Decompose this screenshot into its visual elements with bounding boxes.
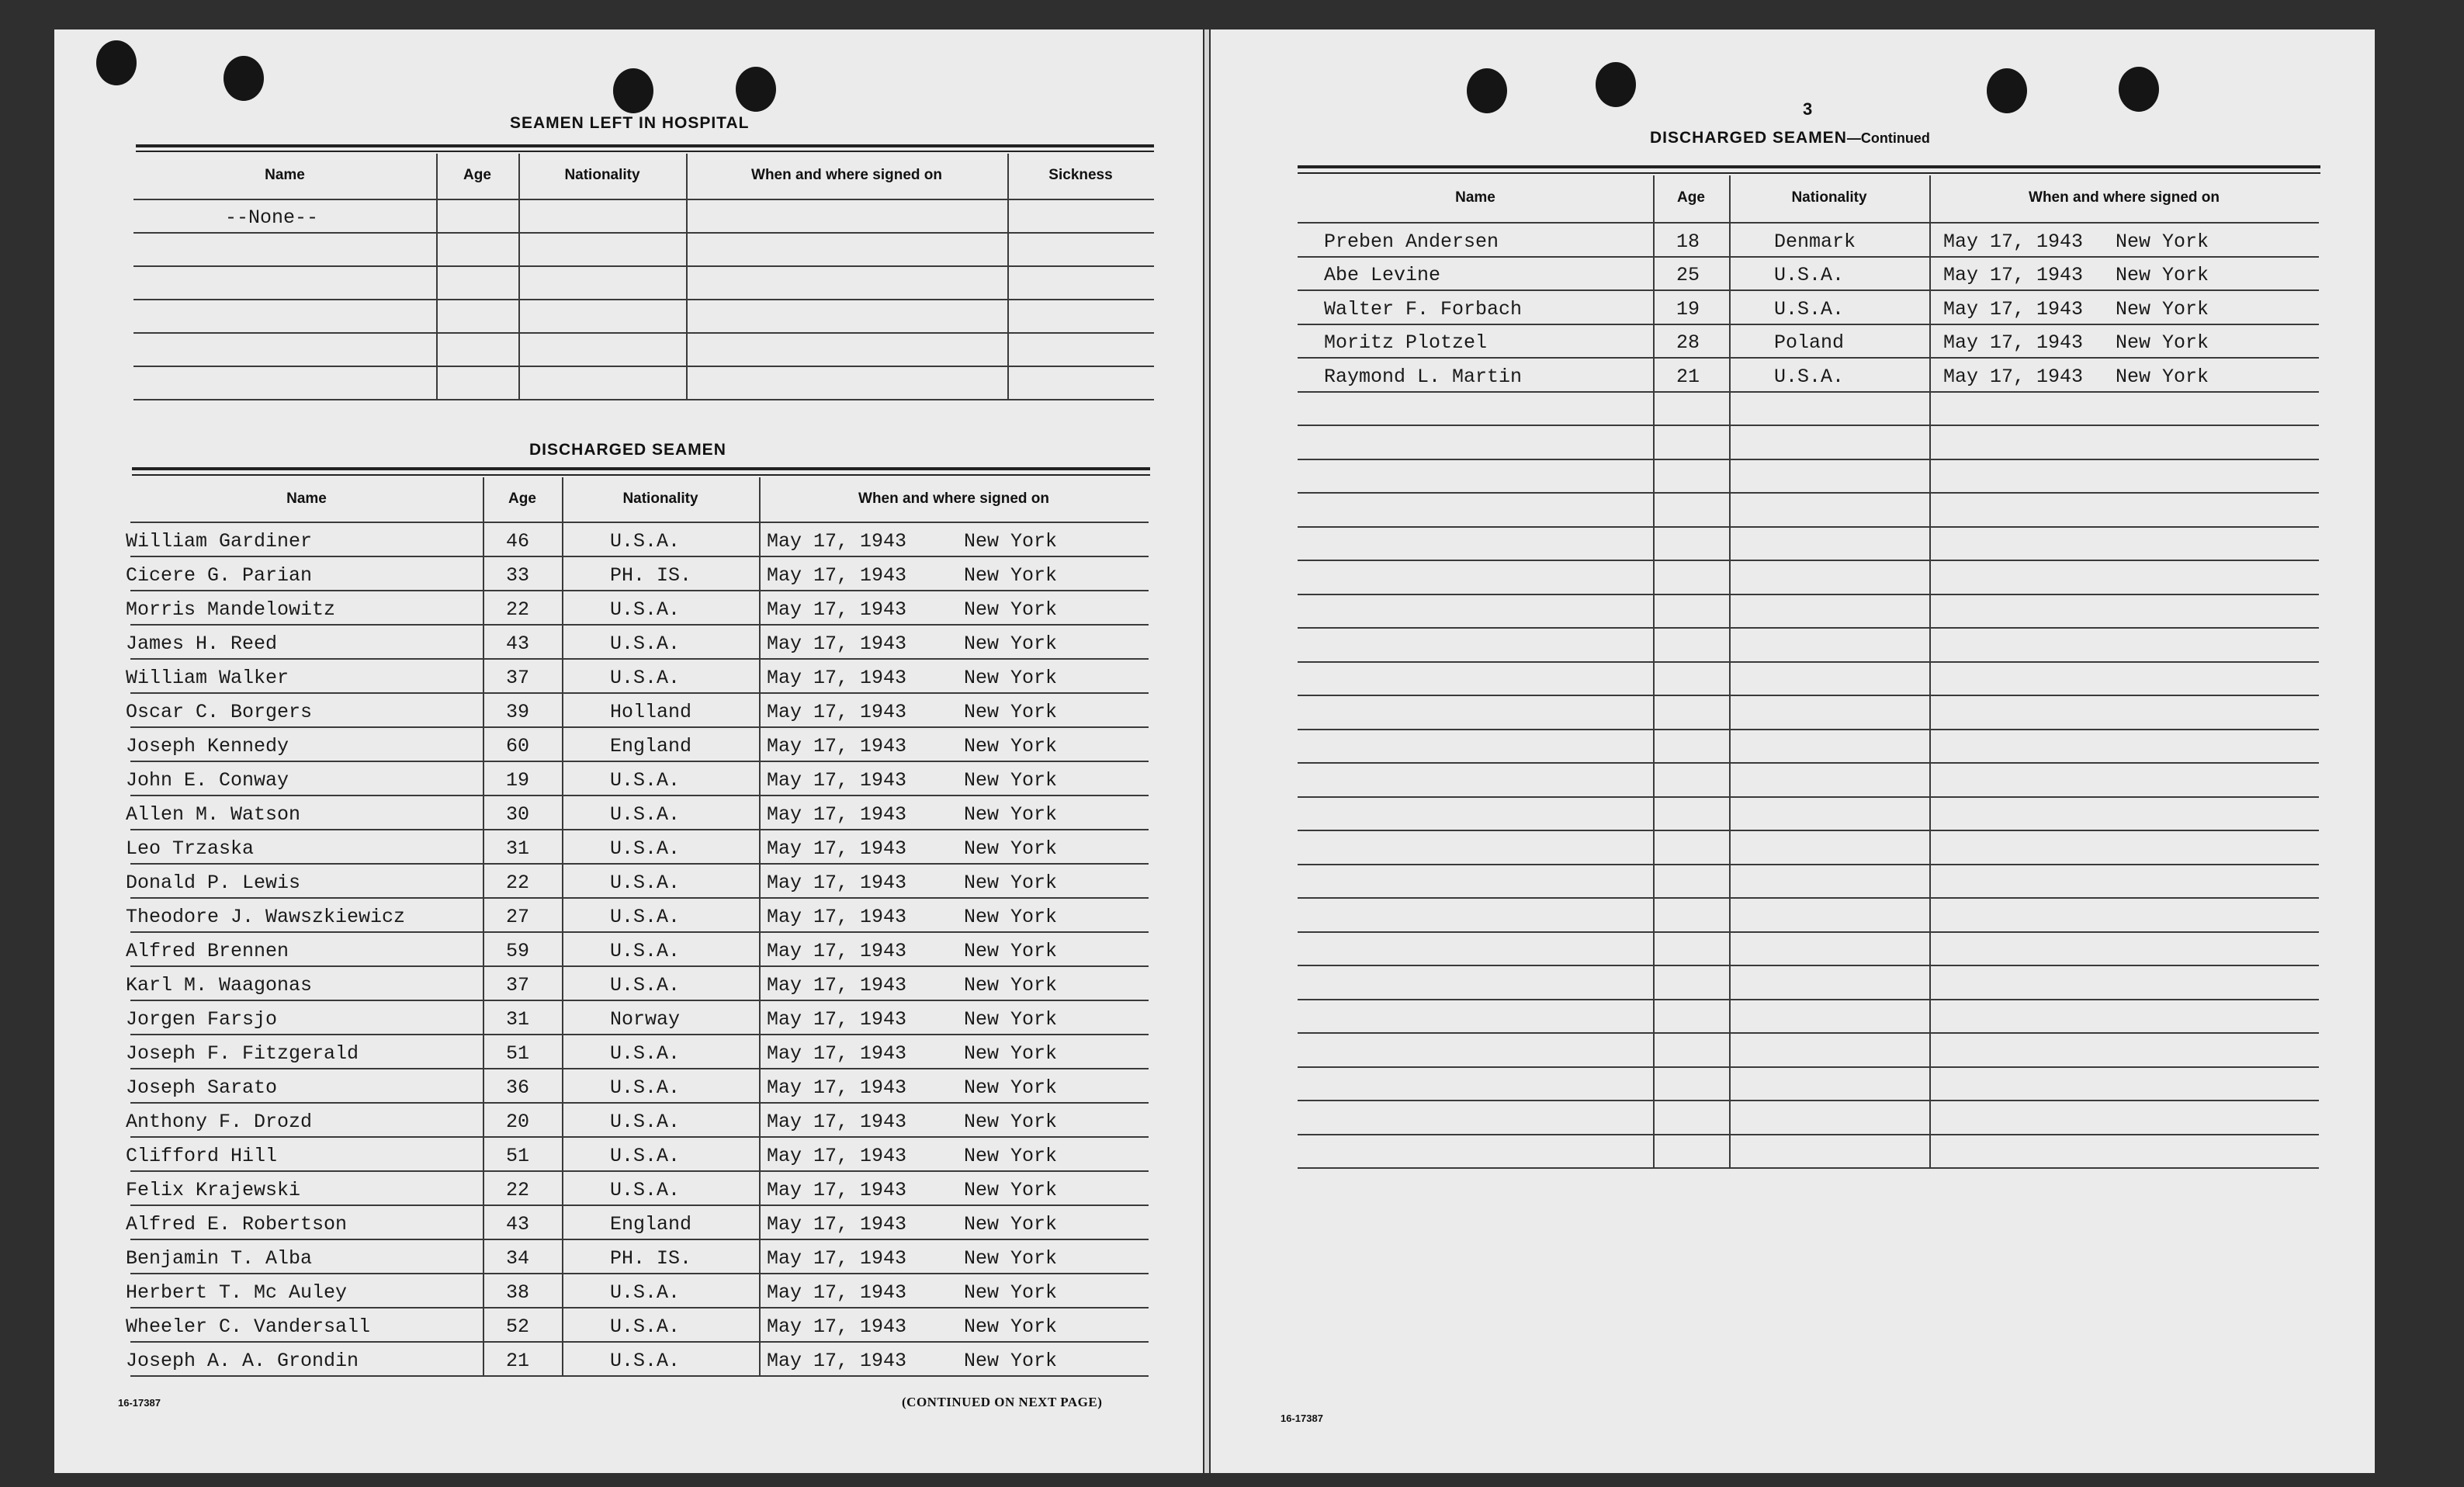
punch-hole xyxy=(736,67,776,112)
table-cell: 21 xyxy=(506,1350,530,1372)
table-cell: Poland xyxy=(1774,331,1845,354)
table-cell: May 17, 1943 xyxy=(767,1315,907,1338)
table-cell: 22 xyxy=(506,872,530,894)
row-rule xyxy=(1298,729,2319,730)
table-cell: Wheeler C. Vandersall xyxy=(126,1315,371,1338)
row-rule xyxy=(1298,289,2319,291)
table-cell: Morris Mandelowitz xyxy=(126,598,336,621)
table-cell: Alfred Brennen xyxy=(126,940,289,962)
table-cell: Joseph Sarato xyxy=(126,1076,278,1099)
table-cell: May 17, 1943 xyxy=(767,974,907,997)
row-rule xyxy=(1298,459,2319,460)
table-cell: 27 xyxy=(506,906,530,928)
row-rule xyxy=(130,965,1149,967)
table-cell: 52 xyxy=(506,1315,530,1338)
row-rule xyxy=(130,590,1149,591)
table-cell: New York xyxy=(964,1042,1058,1065)
table-cell: PH. IS. xyxy=(610,564,692,587)
table-cell: May 17, 1943 xyxy=(1943,331,2084,354)
table-cell: 21 xyxy=(1676,365,1700,388)
table-cell: U.S.A. xyxy=(610,1315,681,1338)
row-rule xyxy=(130,1034,1149,1035)
table-cell: U.S.A. xyxy=(610,598,681,621)
table-cell: 19 xyxy=(1676,297,1700,321)
table-cell: 19 xyxy=(506,769,530,792)
row-rule xyxy=(130,1375,1149,1377)
column-divider xyxy=(1729,175,1731,1167)
table-cell: 30 xyxy=(506,803,530,826)
row-rule xyxy=(130,1000,1149,1001)
row-rule xyxy=(1298,526,2319,528)
table-cell: May 17, 1943 xyxy=(767,1042,907,1065)
table-cell: England xyxy=(610,735,692,757)
continued-section-title-suffix: —Continued xyxy=(1846,130,1930,146)
row-rule xyxy=(130,1341,1149,1343)
table-cell: Benjamin T. Alba xyxy=(126,1247,313,1270)
row-rule xyxy=(133,232,1154,234)
row-rule xyxy=(1298,965,2319,966)
table-cell: --None-- xyxy=(225,206,319,229)
row-rule xyxy=(1298,1134,2319,1135)
row-rule xyxy=(1298,762,2319,764)
table-cell: May 17, 1943 xyxy=(767,598,907,621)
table-cell: Preben Andersen xyxy=(1324,230,1499,253)
table-cell: May 17, 1943 xyxy=(767,803,907,826)
table-cell: 31 xyxy=(506,1008,530,1031)
column-header: Name xyxy=(1455,189,1495,206)
punch-hole xyxy=(1596,62,1636,107)
table-cell: May 17, 1943 xyxy=(767,1076,907,1099)
column-header: When and where signed on xyxy=(751,167,942,183)
column-header: When and where signed on xyxy=(858,490,1049,507)
table-cell: New York xyxy=(964,1281,1058,1304)
row-rule xyxy=(133,299,1154,300)
table-cell: New York xyxy=(2116,331,2209,354)
table-cell: New York xyxy=(964,667,1058,689)
punch-hole xyxy=(613,68,653,113)
continued-note: (CONTINUED ON NEXT PAGE) xyxy=(902,1395,1103,1409)
table-cell: New York xyxy=(964,633,1058,655)
column-header: Name xyxy=(265,167,305,183)
form-number-left: 16-17387 xyxy=(118,1397,161,1409)
table-cell: 36 xyxy=(506,1076,530,1099)
table-cell: 31 xyxy=(506,837,530,860)
table-cell: 22 xyxy=(506,598,530,621)
table-cell: New York xyxy=(2116,297,2209,321)
table-cell: Raymond L. Martin xyxy=(1324,365,1523,388)
row-rule xyxy=(130,1170,1149,1172)
table-cell: Cicere G. Parian xyxy=(126,564,313,587)
table-cell: New York xyxy=(964,837,1058,860)
table-cell: 22 xyxy=(506,1179,530,1201)
table-cell: 39 xyxy=(506,701,530,723)
row-rule xyxy=(1298,391,2319,393)
row-rule xyxy=(1298,560,2319,561)
table-cell: May 17, 1943 xyxy=(767,564,907,587)
row-rule xyxy=(1298,897,2319,899)
table-cell: 51 xyxy=(506,1042,530,1065)
table-cell: 18 xyxy=(1676,230,1700,253)
punch-hole xyxy=(96,40,137,85)
page-number: 3 xyxy=(1803,99,1813,119)
table-cell: New York xyxy=(2116,230,2209,253)
table-cell: New York xyxy=(964,769,1058,792)
page-spine xyxy=(1204,29,1209,1473)
table-cell: May 17, 1943 xyxy=(767,633,907,655)
table-cell: William Gardiner xyxy=(126,530,313,553)
row-rule xyxy=(130,1239,1149,1240)
table-cell: 51 xyxy=(506,1145,530,1167)
row-rule xyxy=(1298,357,2319,359)
table-cell: Leo Trzaska xyxy=(126,837,255,860)
row-rule xyxy=(130,931,1149,933)
table-cell: Abe Levine xyxy=(1324,264,1441,286)
table-cell: Felix Krajewski xyxy=(126,1179,301,1201)
row-rule xyxy=(1298,1100,2319,1101)
table-cell: 37 xyxy=(506,667,530,689)
table-cell: New York xyxy=(964,735,1058,757)
table-cell: May 17, 1943 xyxy=(767,837,907,860)
table-cell: May 17, 1943 xyxy=(767,1350,907,1372)
table-cell: U.S.A. xyxy=(610,633,681,655)
column-header: Age xyxy=(1677,189,1705,206)
column-header: When and where signed on xyxy=(2029,189,2220,206)
table-cell: England xyxy=(610,1213,692,1236)
table-cell: New York xyxy=(964,1111,1058,1133)
table-cell: May 17, 1943 xyxy=(767,906,907,928)
table-cell: Theodore J. Wawszkiewicz xyxy=(126,906,406,928)
continued-section-title-main: DISCHARGED SEAMEN xyxy=(1650,129,1847,147)
table-cell: New York xyxy=(964,1350,1058,1372)
table-cell: 34 xyxy=(506,1247,530,1270)
table-cell: New York xyxy=(964,598,1058,621)
row-rule xyxy=(130,863,1149,865)
table-cell: May 17, 1943 xyxy=(767,1281,907,1304)
table-cell: Anthony F. Drozd xyxy=(126,1111,313,1133)
hospital-section-title: SEAMEN LEFT IN HOSPITAL xyxy=(510,114,750,132)
table-cell: Alfred E. Robertson xyxy=(126,1213,348,1236)
row-rule xyxy=(133,366,1154,367)
table-cell: New York xyxy=(964,1145,1058,1167)
table-cell: May 17, 1943 xyxy=(767,1179,907,1201)
table-cell: New York xyxy=(964,803,1058,826)
table-cell: 46 xyxy=(506,530,530,553)
row-rule xyxy=(1298,1032,2319,1034)
table-cell: U.S.A. xyxy=(610,1111,681,1133)
table-cell: U.S.A. xyxy=(610,803,681,826)
table-cell: May 17, 1943 xyxy=(767,1111,907,1133)
table-cell: U.S.A. xyxy=(610,940,681,962)
row-rule xyxy=(130,897,1149,899)
row-rule xyxy=(133,265,1154,267)
table-cell: 59 xyxy=(506,940,530,962)
table-cell: U.S.A. xyxy=(1774,365,1845,388)
table-cell: New York xyxy=(964,1008,1058,1031)
row-rule xyxy=(133,332,1154,334)
table-cell: Karl M. Waagonas xyxy=(126,974,313,997)
table-cell: May 17, 1943 xyxy=(767,1247,907,1270)
table-cell: 38 xyxy=(506,1281,530,1304)
column-header: Age xyxy=(463,167,491,183)
form-number-right: 16-17387 xyxy=(1281,1412,1323,1424)
table-cell: May 17, 1943 xyxy=(767,735,907,757)
column-divider xyxy=(1007,154,1009,399)
table-cell: Joseph Kennedy xyxy=(126,735,289,757)
column-header: Name xyxy=(286,490,327,507)
table-cell: U.S.A. xyxy=(1774,264,1845,286)
table-cell: Holland xyxy=(610,701,692,723)
column-divider xyxy=(1653,175,1655,1167)
table-cell: 43 xyxy=(506,633,530,655)
row-rule xyxy=(1298,425,2319,426)
table-cell: U.S.A. xyxy=(610,1042,681,1065)
table-cell: U.S.A. xyxy=(610,1350,681,1372)
row-rule xyxy=(130,761,1149,762)
table-cell: Norway xyxy=(610,1008,681,1031)
column-header: Nationality xyxy=(564,167,640,183)
table-cell: New York xyxy=(964,906,1058,928)
row-rule xyxy=(130,829,1149,830)
row-rule xyxy=(130,1136,1149,1138)
punch-hole xyxy=(1987,68,2027,113)
table-cell: May 17, 1943 xyxy=(767,769,907,792)
row-rule xyxy=(1298,796,2319,798)
table-cell: New York xyxy=(964,974,1058,997)
table-cell: May 17, 1943 xyxy=(767,1213,907,1236)
punch-hole xyxy=(224,56,264,101)
table-cell: Joseph A. A. Grondin xyxy=(126,1350,359,1372)
table-cell: May 17, 1943 xyxy=(767,1008,907,1031)
hospital-top-rule-2 xyxy=(136,151,1154,152)
row-rule xyxy=(130,795,1149,796)
row-rule xyxy=(130,1205,1149,1206)
table-cell: U.S.A. xyxy=(610,769,681,792)
table-cell: U.S.A. xyxy=(610,974,681,997)
row-rule xyxy=(1298,1066,2319,1068)
row-rule xyxy=(1298,492,2319,494)
table-cell: Allen M. Watson xyxy=(126,803,301,826)
table-cell: New York xyxy=(2116,365,2209,388)
column-header: Nationality xyxy=(622,490,698,507)
table-cell: May 17, 1943 xyxy=(767,1145,907,1167)
row-rule xyxy=(1298,661,2319,663)
table-cell: U.S.A. xyxy=(610,530,681,553)
column-divider xyxy=(518,154,520,399)
table-cell: New York xyxy=(964,940,1058,962)
table-cell: 37 xyxy=(506,974,530,997)
discharged-section-title: DISCHARGED SEAMEN xyxy=(529,441,726,459)
continued-top-rule xyxy=(1298,165,2320,168)
table-cell: Walter F. Forbach xyxy=(1324,297,1523,321)
table-cell: May 17, 1943 xyxy=(1943,297,2084,321)
row-rule xyxy=(130,692,1149,694)
table-cell: New York xyxy=(964,530,1058,553)
row-rule xyxy=(1298,1167,2319,1169)
table-cell: 60 xyxy=(506,735,530,757)
row-rule xyxy=(1298,594,2319,595)
header-rule xyxy=(133,199,1154,200)
table-cell: John E. Conway xyxy=(126,769,289,792)
column-header: Nationality xyxy=(1791,189,1867,206)
table-cell: Clifford Hill xyxy=(126,1145,278,1167)
table-cell: May 17, 1943 xyxy=(767,667,907,689)
table-cell: U.S.A. xyxy=(610,1145,681,1167)
column-divider xyxy=(436,154,438,399)
punch-hole xyxy=(1467,68,1507,113)
table-cell: U.S.A. xyxy=(610,1076,681,1099)
row-rule xyxy=(1298,324,2319,325)
row-rule xyxy=(1298,830,2319,831)
table-cell: U.S.A. xyxy=(610,1281,681,1304)
table-cell: Denmark xyxy=(1774,230,1856,253)
table-cell: May 17, 1943 xyxy=(767,530,907,553)
table-cell: May 17, 1943 xyxy=(1943,230,2084,253)
row-rule xyxy=(130,556,1149,557)
table-cell: New York xyxy=(964,1247,1058,1270)
table-cell: 43 xyxy=(506,1213,530,1236)
column-divider xyxy=(686,154,688,399)
row-rule xyxy=(130,1102,1149,1104)
table-cell: New York xyxy=(964,872,1058,894)
header-rule xyxy=(130,522,1149,523)
table-cell: New York xyxy=(964,564,1058,587)
table-cell: Herbert T. Mc Auley xyxy=(126,1281,348,1304)
table-cell: U.S.A. xyxy=(610,906,681,928)
table-cell: 28 xyxy=(1676,331,1700,354)
table-cell: New York xyxy=(964,1213,1058,1236)
table-cell: Oscar C. Borgers xyxy=(126,701,313,723)
table-cell: May 17, 1943 xyxy=(767,701,907,723)
table-cell: 20 xyxy=(506,1111,530,1133)
column-divider xyxy=(759,477,761,1375)
table-cell: New York xyxy=(964,701,1058,723)
table-cell: May 17, 1943 xyxy=(1943,365,2084,388)
table-cell: New York xyxy=(964,1315,1058,1338)
table-cell: U.S.A. xyxy=(1774,297,1845,321)
punch-hole xyxy=(2119,67,2159,112)
table-cell: James H. Reed xyxy=(126,633,278,655)
row-rule xyxy=(1298,864,2319,865)
table-cell: New York xyxy=(964,1076,1058,1099)
header-rule xyxy=(1298,222,2319,224)
discharged-top-rule xyxy=(132,467,1150,470)
continued-top-rule-2 xyxy=(1298,172,2320,174)
table-cell: New York xyxy=(964,1179,1058,1201)
column-header: Age xyxy=(508,490,536,507)
row-rule xyxy=(130,658,1149,660)
table-cell: Moritz Plotzel xyxy=(1324,331,1488,354)
table-cell: New York xyxy=(2116,264,2209,286)
row-rule xyxy=(1298,931,2319,933)
table-cell: 33 xyxy=(506,564,530,587)
table-cell: U.S.A. xyxy=(610,837,681,860)
table-cell: Joseph F. Fitzgerald xyxy=(126,1042,359,1065)
row-rule xyxy=(1298,256,2319,258)
table-cell: PH. IS. xyxy=(610,1247,692,1270)
table-cell: Jorgen Farsjo xyxy=(126,1008,278,1031)
row-rule xyxy=(130,726,1149,728)
table-cell: William Walker xyxy=(126,667,289,689)
row-rule xyxy=(130,1273,1149,1274)
row-rule xyxy=(130,1068,1149,1069)
table-cell: U.S.A. xyxy=(610,667,681,689)
table-cell: 25 xyxy=(1676,264,1700,286)
table-cell: May 17, 1943 xyxy=(767,940,907,962)
row-rule xyxy=(130,624,1149,626)
table-cell: Donald P. Lewis xyxy=(126,872,301,894)
table-cell: U.S.A. xyxy=(610,1179,681,1201)
column-divider xyxy=(1929,175,1931,1167)
row-rule xyxy=(133,399,1154,400)
row-rule xyxy=(1298,999,2319,1000)
column-divider xyxy=(562,477,563,1375)
column-header: Sickness xyxy=(1048,167,1113,183)
table-cell: U.S.A. xyxy=(610,872,681,894)
row-rule xyxy=(130,1307,1149,1308)
discharged-top-rule-2 xyxy=(132,474,1150,476)
row-rule xyxy=(1298,627,2319,629)
continued-section-title xyxy=(1650,129,1930,147)
hospital-top-rule xyxy=(136,144,1154,147)
row-rule xyxy=(1298,695,2319,696)
column-divider xyxy=(483,477,484,1375)
table-cell: May 17, 1943 xyxy=(767,872,907,894)
table-cell: May 17, 1943 xyxy=(1943,264,2084,286)
